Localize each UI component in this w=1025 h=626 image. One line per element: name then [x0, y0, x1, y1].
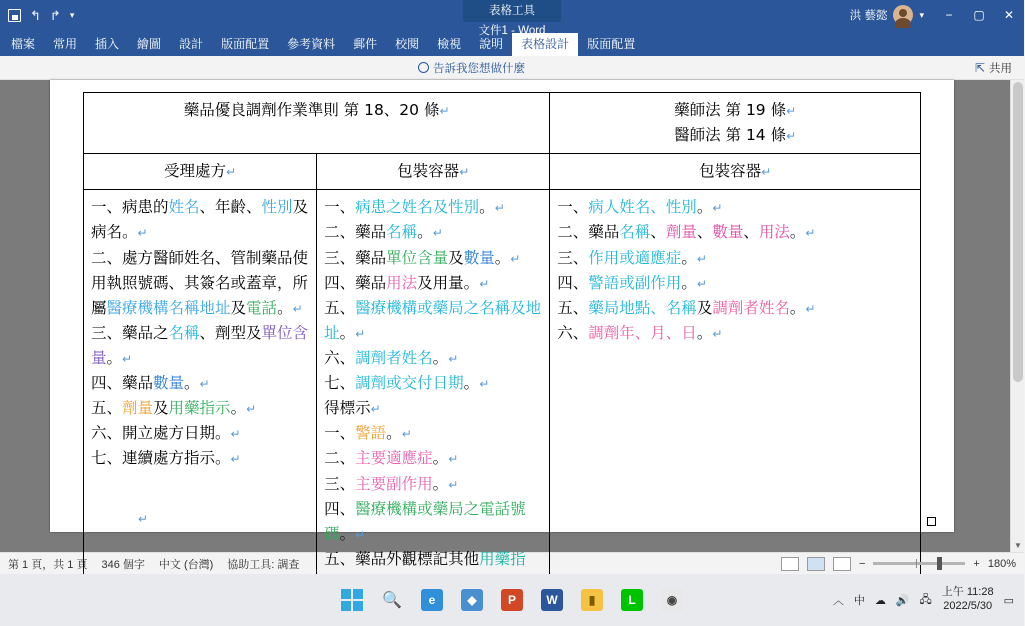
clock[interactable] [942, 586, 994, 614]
word-icon[interactable]: W [541, 589, 563, 611]
tab-home[interactable]: 常用 [53, 37, 78, 51]
lightbulb-icon [418, 62, 429, 73]
network-icon[interactable]: 🖧 [919, 593, 932, 606]
defender-icon[interactable]: ◆ [461, 589, 483, 611]
list-item: 三、藥品之名稱、劑型及單位含量。↵ [91, 323, 309, 367]
accessibility-status[interactable]: 協助工具: 調查 [227, 558, 300, 571]
page-info[interactable]: 第 1 頁，共 1 頁 [8, 558, 88, 571]
paragraph-end-mark: ↵ [138, 512, 149, 526]
list-item: 六、開立處方日期。↵ [91, 424, 241, 443]
pilcrow-icon: ↵ [355, 527, 366, 542]
quick-access-toolbar[interactable] [0, 0, 74, 30]
pilcrow-icon: ↵ [786, 104, 797, 118]
tab-view[interactable]: 檢視 [437, 37, 462, 51]
tab-table-design[interactable]: 表格設計 [512, 33, 578, 56]
pilcrow-icon: ↵ [226, 165, 237, 180]
zoom-out-button[interactable]: − [858, 557, 866, 570]
share-label: 共用 [989, 62, 1012, 75]
pilcrow-icon: ↵ [696, 251, 707, 266]
list-item: 四、藥品用法及用量。↵ [324, 273, 490, 292]
subheader-2-text: 包裝容器 [397, 162, 460, 181]
restore-button[interactable]: ▢ [973, 8, 985, 22]
pilcrow-icon: ↵ [439, 104, 450, 118]
line-icon[interactable]: L [621, 589, 643, 611]
chrome-icon[interactable]: ◉ [661, 589, 683, 611]
tab-mailings[interactable]: 郵件 [353, 37, 378, 51]
window-right-controls [850, 0, 1024, 30]
pilcrow-icon: ↵ [432, 226, 443, 241]
cell-subheader-2[interactable] [317, 154, 550, 190]
user-account[interactable] [850, 5, 934, 25]
list-item: 二、處方醫師姓名、管制藥品使用執照號碼、其簽名或蓋章，所屬醫療機構名稱地址及電話。↵ [91, 248, 309, 317]
list-item: 七、連續處方指示。↵ [91, 449, 241, 468]
taskbar[interactable] [0, 574, 1024, 626]
cell-header-right[interactable] [550, 93, 921, 154]
language-indicator[interactable]: 中文 (台灣) [158, 558, 214, 571]
pilcrow-icon: ↵ [199, 377, 210, 392]
pilcrow-icon: ↵ [370, 402, 381, 417]
list-item: 五、藥品外觀標記其他用藥指 [324, 547, 542, 597]
pilcrow-icon: ↵ [230, 452, 241, 467]
list-item: 六、調劑者姓名。↵ [324, 348, 459, 367]
ime-icon[interactable]: 中 [853, 595, 865, 607]
pilcrow-icon: ↵ [786, 129, 797, 144]
list-item: 二、藥品名稱。↵ [324, 223, 443, 242]
cell-body-2[interactable] [317, 190, 550, 603]
list-item: 一、警語。↵ [324, 424, 412, 443]
list-item: 六、調劑年、月、日。↵ [557, 323, 723, 342]
pilcrow-icon: ↵ [448, 452, 459, 467]
cell-header-left[interactable] [84, 93, 550, 154]
zoom-in-button[interactable]: + [973, 557, 980, 570]
tell-me-search[interactable] [418, 60, 525, 76]
header-left-text: 藥品優良調劑作業準則 第 18、20 條 [183, 101, 440, 119]
list-item: 一、病患的姓名、年齡、性別及病名。↵ [91, 198, 309, 242]
pilcrow-icon: ↵ [230, 427, 241, 442]
list-item: 三、作用或適應症。↵ [557, 248, 707, 267]
chevron-down-icon[interactable]: ▾ [69, 9, 75, 20]
tab-help[interactable]: 說明 [479, 37, 504, 51]
powerpoint-icon[interactable]: P [501, 589, 523, 611]
document-title: 文件1 - Word [478, 25, 546, 37]
search-icon[interactable]: 🔍 [382, 592, 402, 609]
pilcrow-icon: ↵ [805, 226, 816, 241]
pilcrow-icon: ↵ [459, 165, 470, 180]
pilcrow-icon: ↵ [712, 201, 723, 216]
clock-time: 上午 11:28 [941, 586, 994, 599]
start-windows-icon[interactable] [341, 589, 363, 611]
vertical-scrollbar[interactable] [1010, 80, 1024, 552]
show-hidden-icons-icon[interactable]: ︿ [832, 595, 844, 607]
table-resize-handle[interactable] [927, 517, 936, 526]
share-button[interactable] [975, 60, 1024, 76]
share-icon: ⇱ [974, 60, 985, 75]
list-item: 三、主要副作用。↵ [324, 474, 459, 493]
command-row [0, 56, 1024, 80]
redo-icon[interactable]: ↱ [49, 7, 61, 23]
pilcrow-icon: ↵ [479, 377, 490, 392]
pilcrow-icon: ↵ [761, 165, 772, 180]
tab-insert[interactable]: 插入 [95, 37, 120, 51]
system-tray[interactable] [833, 586, 1024, 614]
list-item: 五、藥局地點、名稱及調劑者姓名。↵ [557, 298, 816, 317]
document-table[interactable] [83, 92, 921, 603]
header-right-line2: 醫師法 第 14 條 [674, 126, 787, 145]
title-bar [0, 0, 1024, 37]
minimize-button[interactable]: − [945, 8, 953, 22]
list-item: 一、病患之姓名及性別。↵ [324, 198, 505, 217]
list-item: 三、藥品單位含量及數量。↵ [324, 248, 521, 267]
subheader-1-text: 受理處方 [164, 162, 227, 181]
table-row[interactable] [84, 93, 921, 154]
notifications-icon[interactable]: ▭ [1003, 594, 1014, 607]
scrollbar-thumb[interactable] [1013, 82, 1023, 382]
zoom-level[interactable]: 180% [987, 557, 1016, 570]
subheader-text: 得標示↵ [324, 399, 381, 418]
ribbon-display-options-icon[interactable]: ▾ [919, 9, 924, 20]
list-item: 五、劑量及用藥指示。↵ [91, 399, 257, 418]
zoom-slider[interactable] [873, 562, 965, 565]
cell-body-1[interactable] [84, 190, 317, 603]
save-icon[interactable] [8, 9, 21, 22]
tab-table-layout[interactable]: 版面配置 [587, 37, 636, 51]
contextual-tab-group-label: 表格工具 [463, 0, 561, 22]
pilcrow-icon: ↵ [448, 351, 459, 366]
table-row[interactable] [84, 154, 921, 190]
clock-date: 2022/5/30 [943, 600, 993, 612]
pilcrow-icon: ↵ [712, 326, 723, 341]
cell-body-3[interactable] [550, 190, 921, 603]
list-item: 四、醫療機構或藥局之電話號碼。↵ [324, 499, 526, 543]
tab-design[interactable]: 設計 [179, 37, 204, 51]
pilcrow-icon: ↵ [122, 351, 133, 366]
edge-icon[interactable]: e [421, 589, 443, 611]
pilcrow-icon: ↵ [494, 201, 505, 216]
scroll-down-arrow[interactable]: ▼ [1014, 540, 1022, 550]
undo-icon[interactable]: ↰ [30, 7, 41, 23]
pilcrow-icon: ↵ [355, 326, 366, 341]
taskbar-apps[interactable] [341, 589, 683, 611]
avatar [893, 5, 913, 25]
close-button[interactable]: ✕ [1003, 8, 1015, 22]
zoom-slider-knob[interactable] [937, 557, 942, 570]
word-count[interactable]: 346 個字 [101, 558, 145, 571]
pilcrow-icon: ↵ [510, 251, 521, 266]
explorer-icon[interactable]: ▮ [581, 589, 603, 611]
pilcrow-icon: ↵ [246, 402, 257, 417]
cell-subheader-3[interactable] [550, 154, 921, 190]
user-name: 洪 藝懿 [849, 10, 888, 22]
tab-references[interactable]: 參考資料 [287, 37, 336, 51]
pilcrow-icon: ↵ [696, 276, 707, 291]
pilcrow-icon: ↵ [137, 226, 148, 241]
list-item: 五、醫療機構或藥局之名稱及地址。↵ [324, 298, 542, 342]
cloud-icon[interactable]: ☁ [874, 594, 886, 607]
cell-subheader-1[interactable] [84, 154, 317, 190]
subheader-3-text: 包裝容器 [699, 162, 762, 181]
pilcrow-icon: ↵ [479, 276, 490, 291]
tab-review[interactable]: 校閱 [395, 37, 420, 51]
tab-file[interactable]: 檔案 [11, 37, 36, 51]
pilcrow-icon: ↵ [805, 301, 816, 316]
list-item: 二、藥品名稱、劑量、數量、用法。↵ [557, 223, 816, 242]
tab-layout[interactable]: 版面配置 [221, 37, 270, 51]
list-item: 四、警語或副作用。↵ [557, 273, 707, 292]
sound-icon[interactable]: 🔊 [895, 594, 910, 607]
list-item: 二、主要適應症。↵ [324, 449, 459, 468]
pilcrow-icon: ↵ [448, 477, 459, 492]
pilcrow-icon: ↵ [401, 427, 412, 442]
list-item: 七、調劑或交付日期。↵ [324, 374, 490, 393]
table-row[interactable] [84, 190, 921, 603]
header-right-line1: 藥師法 第 19 條 [674, 101, 787, 119]
pilcrow-icon: ↵ [292, 301, 303, 316]
list-item: 一、病人姓名、性別。↵ [557, 198, 723, 217]
tell-me-label: 告訴我您想做什麼 [433, 62, 525, 75]
tab-draw[interactable]: 繪圖 [137, 37, 162, 51]
list-item: 四、藥品數量。↵ [91, 374, 210, 393]
zoom-slider-midpoint [916, 559, 917, 568]
